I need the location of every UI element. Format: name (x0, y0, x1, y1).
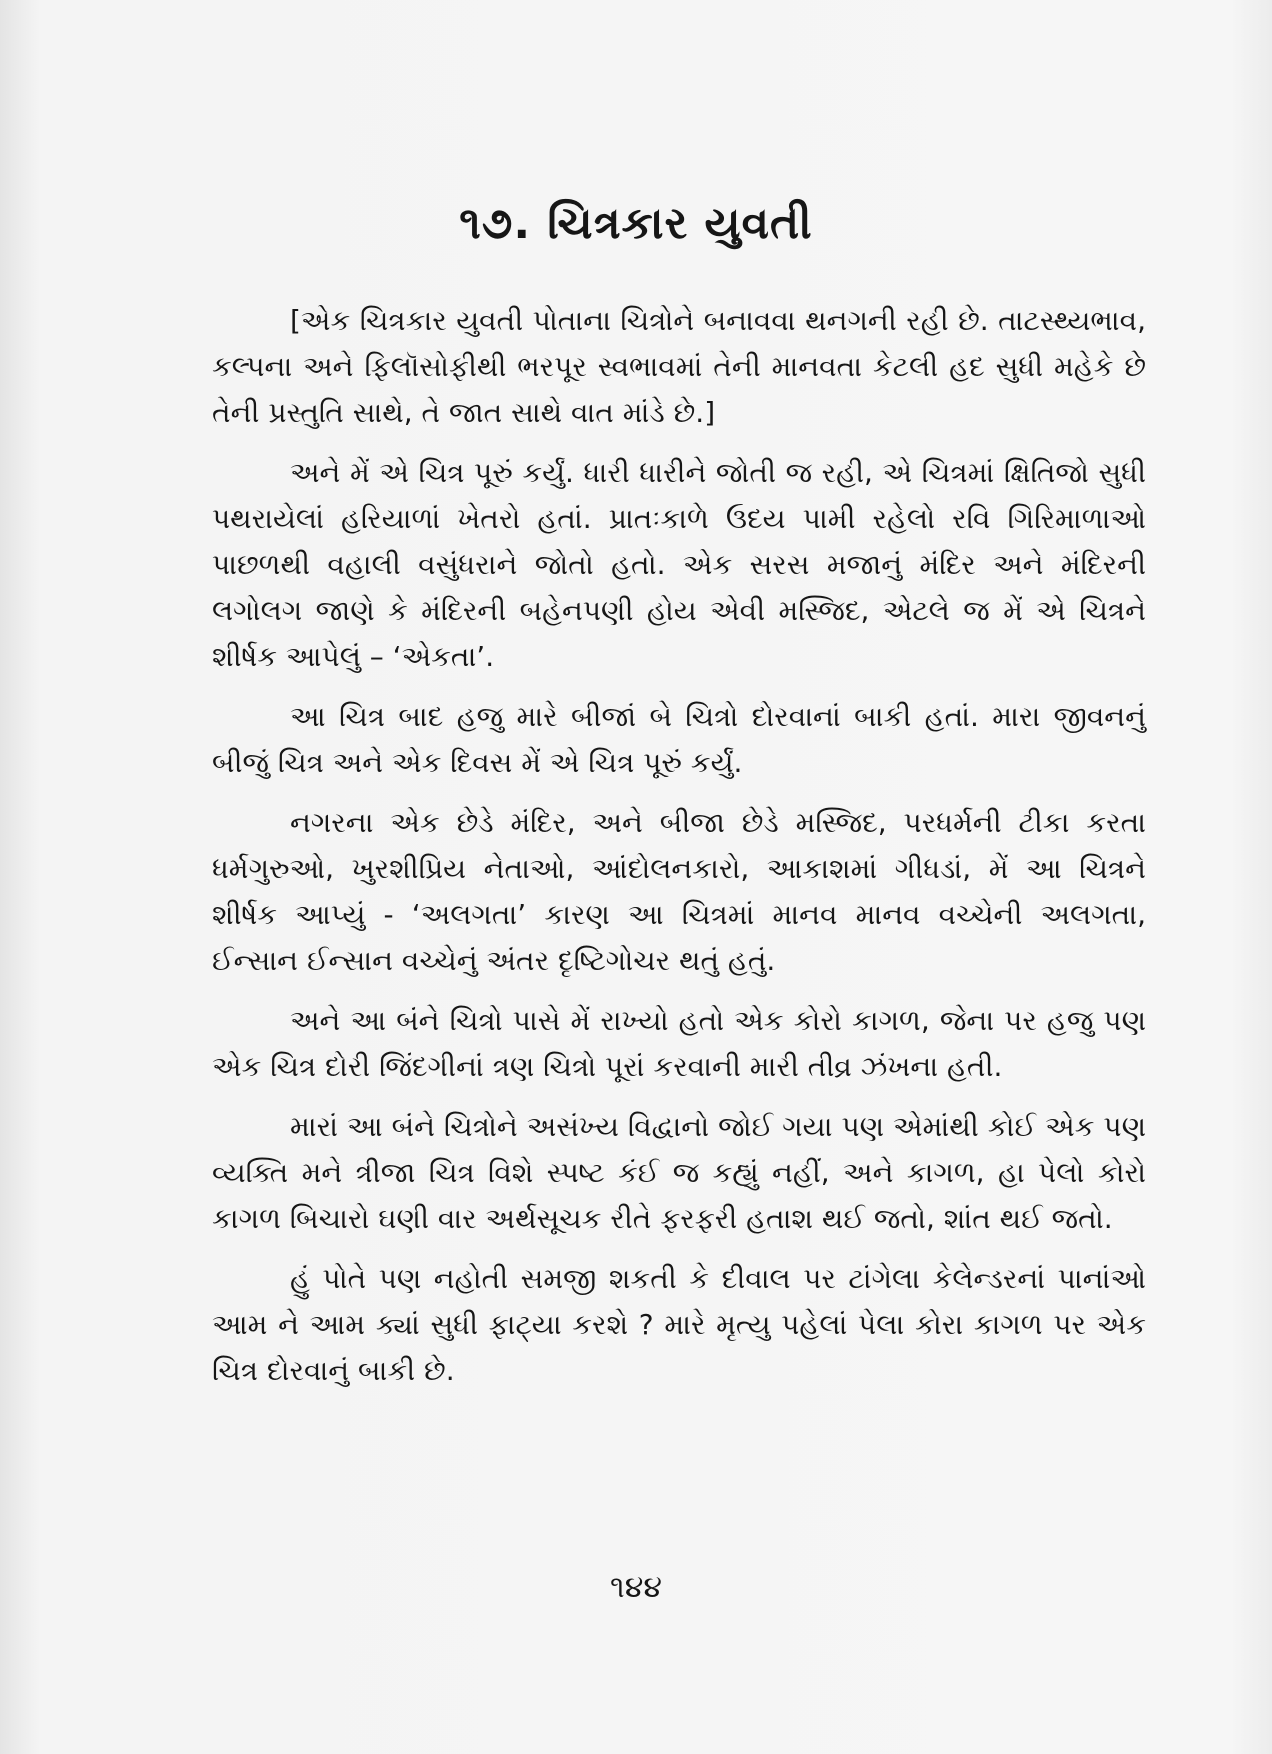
body-paragraph: અને મેં એ ચિત્ર પૂરું કર્યું. ધારી ધારીને જોતી જ રહી, એ ચિત્રમાં ક્ષિતિજો સુધી પથરાયેલાં હરિયાળાં ખેતરો હતાં. પ્રાતઃકાળે ઉદય પામી રહેલો રવિ ગિરિમાળાઓ પાછળથી વહાલી વસુંધરાને જોતો હતો. એક સરસ મજાનું મંદિર અને મંદિરની લગોલગ જાણે કે મંદિરની બહેનપણી હોય એવી મસ્જિદ, એટલે જ મેં એ ચિત્રને શીર્ષક આપેલું – ‘એકતા’. (212, 456, 1146, 673)
chapter-body (212, 298, 1146, 1408)
page-number: ૧૪૪ (610, 1570, 662, 1605)
body-paragraph: હું પોતે પણ નહોતી સમજી શકતી કે દીવાલ પર ટાંગેલા કેલેન્ડરનાં પાનાંઓ આમ ને આમ ક્યાં સુધી ફાટ્યા કરશે ? મારે મૃત્યુ પહેલાં પેલા કોરા કાગળ પર એક ચિત્ર દોરવાનું બાકી છે. (212, 1262, 1146, 1387)
intro-paragraph: [એક ચિત્રકાર યુવતી પોતાના ચિત્રોને બનાવવા થનગની રહી છે. તાટસ્થ્યભાવ, કલ્પના અને ફિલૉસોફીથી ભરપૂર સ્વભાવમાં તેની માનવતા કેટલી હદ સુધી મહેકે છે તેની પ્રસ્તુતિ સાથે, તે જાત સાથે વાત માંડે છે.] (212, 304, 1146, 429)
body-paragraph: આ ચિત્ર બાદ હજુ મારે બીજાં બે ચિત્રો દોરવાનાં બાકી હતાં. મારા જીવનનું બીજું ચિત્ર અને એક દિવસ મેં એ ચિત્ર પૂરું કર્યું. (212, 700, 1146, 779)
body-paragraph: મારાં આ બંને ચિત્રોને અસંખ્ય વિદ્વાનો જોઈ ગયા પણ એમાંથી કોઈ એક પણ વ્યક્તિ મને ત્રીજા ચિત્ર વિશે સ્પષ્ટ કંઈ જ કહ્યું નહીં, અને કાગળ, હા પેલો કોરો કાગળ બિચારો ઘણી વાર અર્થસૂચક રીતે ફરફરી હતાશ થઈ જતો, શાંત થઈ જતો. (212, 1110, 1146, 1235)
body-paragraph: નગરના એક છેડે મંદિર, અને બીજા છેડે મસ્જિદ, પરધર્મની ટીકા કરતા ધર્મગુરુઓ, ખુરશીપ્રિય નેતાઓ, આંદોલનકારો, આકાશમાં ગીધડાં, મેં આ ચિત્રને શીર્ષક આપ્યું - ‘અલગતા’ કારણ આ ચિત્રમાં માનવ માનવ વચ્ચેની અલગતા, ઈન્સાન ઈન્સાન વચ્ચેનું અંતર દૃષ્ટિગોચર થતું હતું. (212, 806, 1146, 977)
body-paragraph: અને આ બંને ચિત્રો પાસે મેં રાખ્યો હતો એક કોરો કાગળ, જેના પર હજુ પણ એક ચિત્ર દોરી જિંદગીનાં ત્રણ ચિત્રો પૂરાં કરવાની મારી તીવ્ર ઝંખના હતી. (212, 1004, 1146, 1083)
chapter-title: ૧૭. ચિત્રકાર યુવતી (459, 198, 813, 249)
